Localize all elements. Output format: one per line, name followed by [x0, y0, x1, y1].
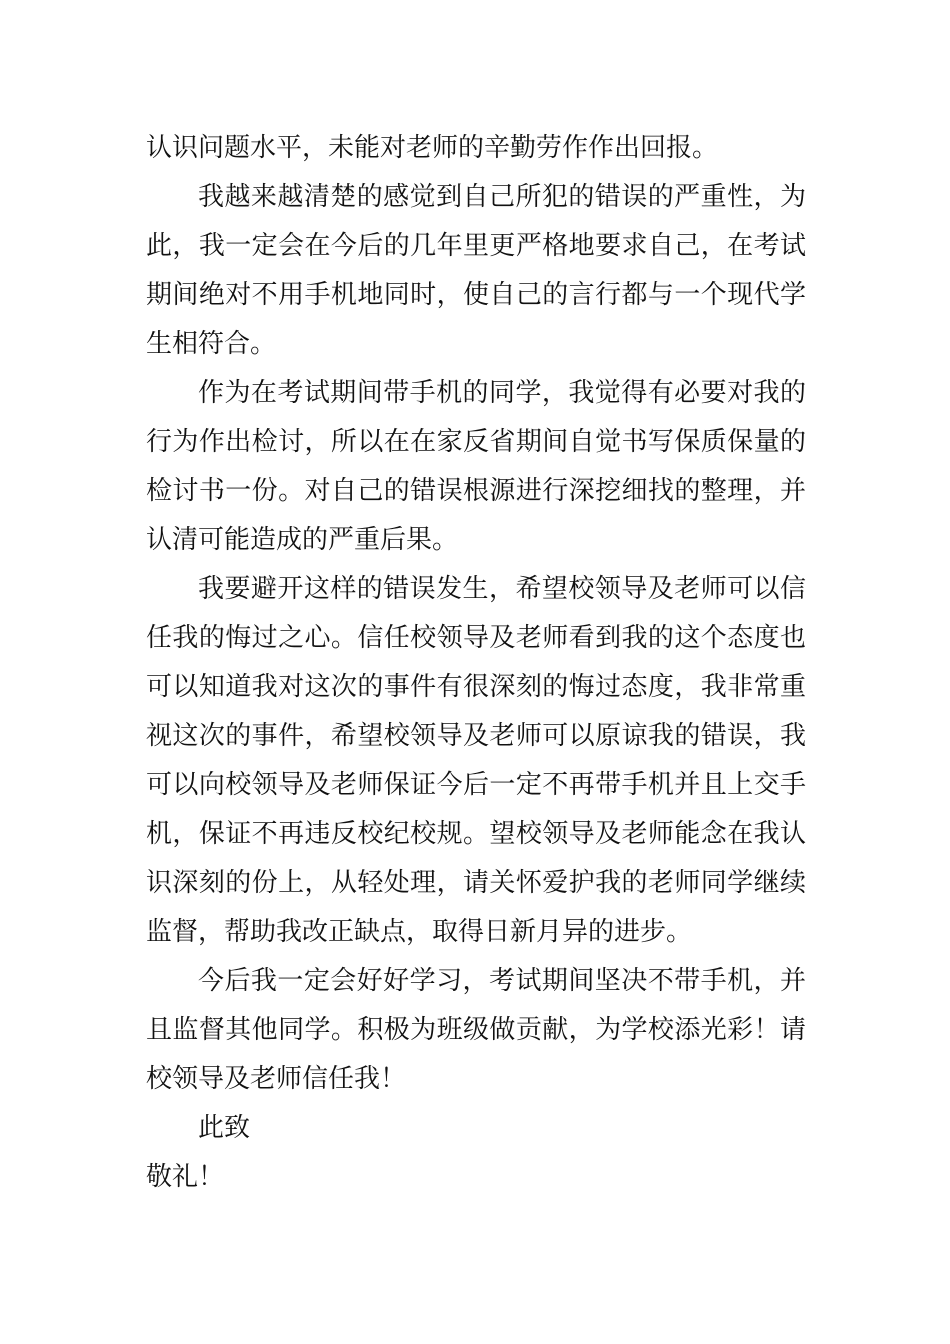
- paragraph-future: 今后我一定会好好学习，考试期间坚决不带手机，并且监督其他同学。积极为班级做贡献，为学校添光彩！请校领导及老师信任我！: [146, 966, 806, 1094]
- letter-body: [146, 124, 806, 1202]
- paragraph-continuation: 认识问题水平，未能对老师的辛勤劳作作出回报。: [146, 133, 719, 163]
- closing-line: 此致: [198, 1113, 251, 1143]
- salutation-line: 敬礼！: [146, 1162, 225, 1192]
- paragraph-promise: 我要避开这样的错误发生，希望校领导及老师可以信任我的悔过之心。信任校领导及老师看到我的这个态度也可以知道我对这次的事件有很深刻的悔过态度，我非常重视这次的事件，希望校领导及老师可以原谅我的错误，我可以向校领导及老师保证今后一定不再带手机并且上交手机，保证不再违反校纪校规。望校领导及老师能念在我认识深刻的份上，从轻处理，请关怀爱护我的老师同学继续监督，帮助我改正缺点，取得日新月异的进步。: [146, 574, 806, 947]
- paragraph-awareness: 我越来越清楚的感觉到自己所犯的错误的严重性，为此，我一定会在今后的几年里更严格地要求自己，在考试期间绝对不用手机地同时，使自己的言行都与一个现代学生相符合。: [146, 182, 806, 359]
- paragraph-reflection: 作为在考试期间带手机的同学，我觉得有必要对我的行为作出检讨，所以在在家反省期间自觉书写保质保量的检讨书一份。对自己的错误根源进行深挖细找的整理，并认清可能造成的严重后果。: [146, 378, 806, 555]
